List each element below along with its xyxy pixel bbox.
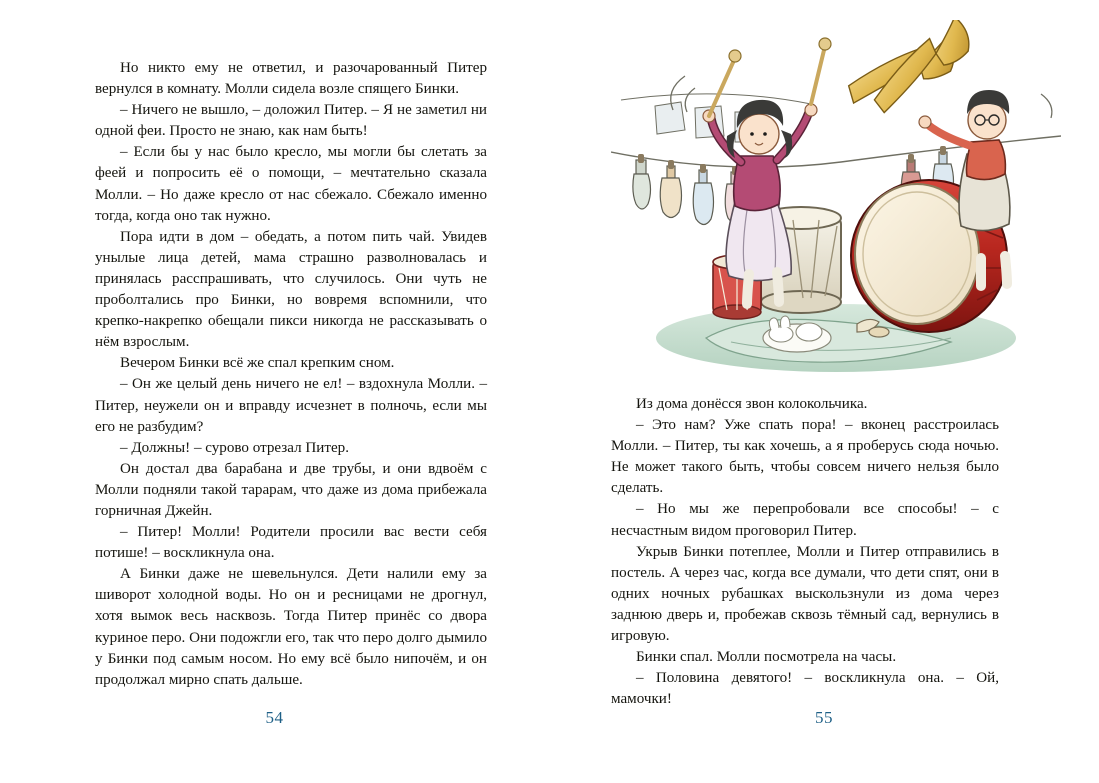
paragraph: – Он же целый день ничего не ел! – вздохнула Молли. – Питер, неужели он и вправду исчезнет в полночь, если мы его не разбудим? <box>95 376 487 435</box>
paragraph: – Но мы же перепробовали все способы! – с несчастным видом проговорил Питер. <box>611 501 999 539</box>
paragraph: Укрыв Бинки потеплее, Молли и Питер отправились в постель. А через час, когда все думали, что дети спят, они в одних ночных рубашках выскользнули из дома через заднюю дверь и, пробежав сквозь тёмный сад, вернулись в игровую. <box>611 543 999 645</box>
paragraph: – Питер! Молли! Родители просили вас вести себя потише! – воскликнула она. <box>95 524 487 562</box>
paragraph: А Бинки даже не шевельнулся. Дети налили ему за шиворот холодной воды. Но он и ресницами не дрогнул, хотя вымок весь насквозь. Тогда Питер принёс со двора куриное перо. Они подожгли его, так что перо долго дымило у Бинки под самым носом. Но ему всё было нипочём, и он продолжал мирно спать дальше. <box>95 566 487 688</box>
paragraph: Бинки спал. Молли посмотрела на часы. <box>636 649 897 666</box>
page-number-left: 54 <box>265 708 284 727</box>
paragraph: Пора идти в дом – обедать, а потом пить чай. Увидев унылые лица детей, мама страшно разволновалась и принялась расспрашивать, что случилось. Они чуть не проболтались про Бинки, но вовремя вспомнили, что крепко-накрепко обещали пикси никогда не рассказывать о нём взрослым. <box>95 228 487 351</box>
paragraph: – Это нам? Уже спать пора! – вконец расстроилась Молли. – Питер, ты как хочешь, а я проберусь сюда ночью. Не может такого быть, чтобы совсем ничего нельзя было сделать. <box>611 417 999 497</box>
right-page-text <box>611 394 999 710</box>
paragraph: Вечером Бинки всё же спал крепким сном. <box>120 355 395 372</box>
paragraph: Но никто ему не ответил, и разочарованный Питер вернулся в комнату. Молли сидела возле спящего Бинки. <box>95 60 487 98</box>
left-page-text <box>95 58 487 691</box>
left-page <box>0 0 549 783</box>
paragraph: – Ничего не вышло, – доложил Питер. – Я не заметил ни одной феи. Просто не знаю, как нам быть! <box>95 102 487 140</box>
illustration-children-playing-drums-and-trumpets <box>611 20 999 380</box>
paragraph: – Половина девятого! – воскликнула она. – Ой, мамочки! <box>611 670 999 708</box>
page-number-right: 55 <box>815 708 833 727</box>
paragraph: Он достал два барабана и две трубы, и они вдвоём с Молли подняли такой тарарам, что даже из дома прибежала горничная Джейн. <box>95 460 487 519</box>
paragraph: – Должны! – сурово отрезал Питер. <box>120 439 350 456</box>
paragraph: – Если бы у нас было кресло, мы могли бы слетать за феей и попросить её о помощи, – мечтательно сказала Молли. – Но даже кресло от нас сбежало. Сбежало именно тогда, когда оно так нужно. <box>95 144 487 224</box>
paragraph: Из дома донёсся звон колокольчика. <box>636 396 868 412</box>
right-page <box>549 0 1099 783</box>
